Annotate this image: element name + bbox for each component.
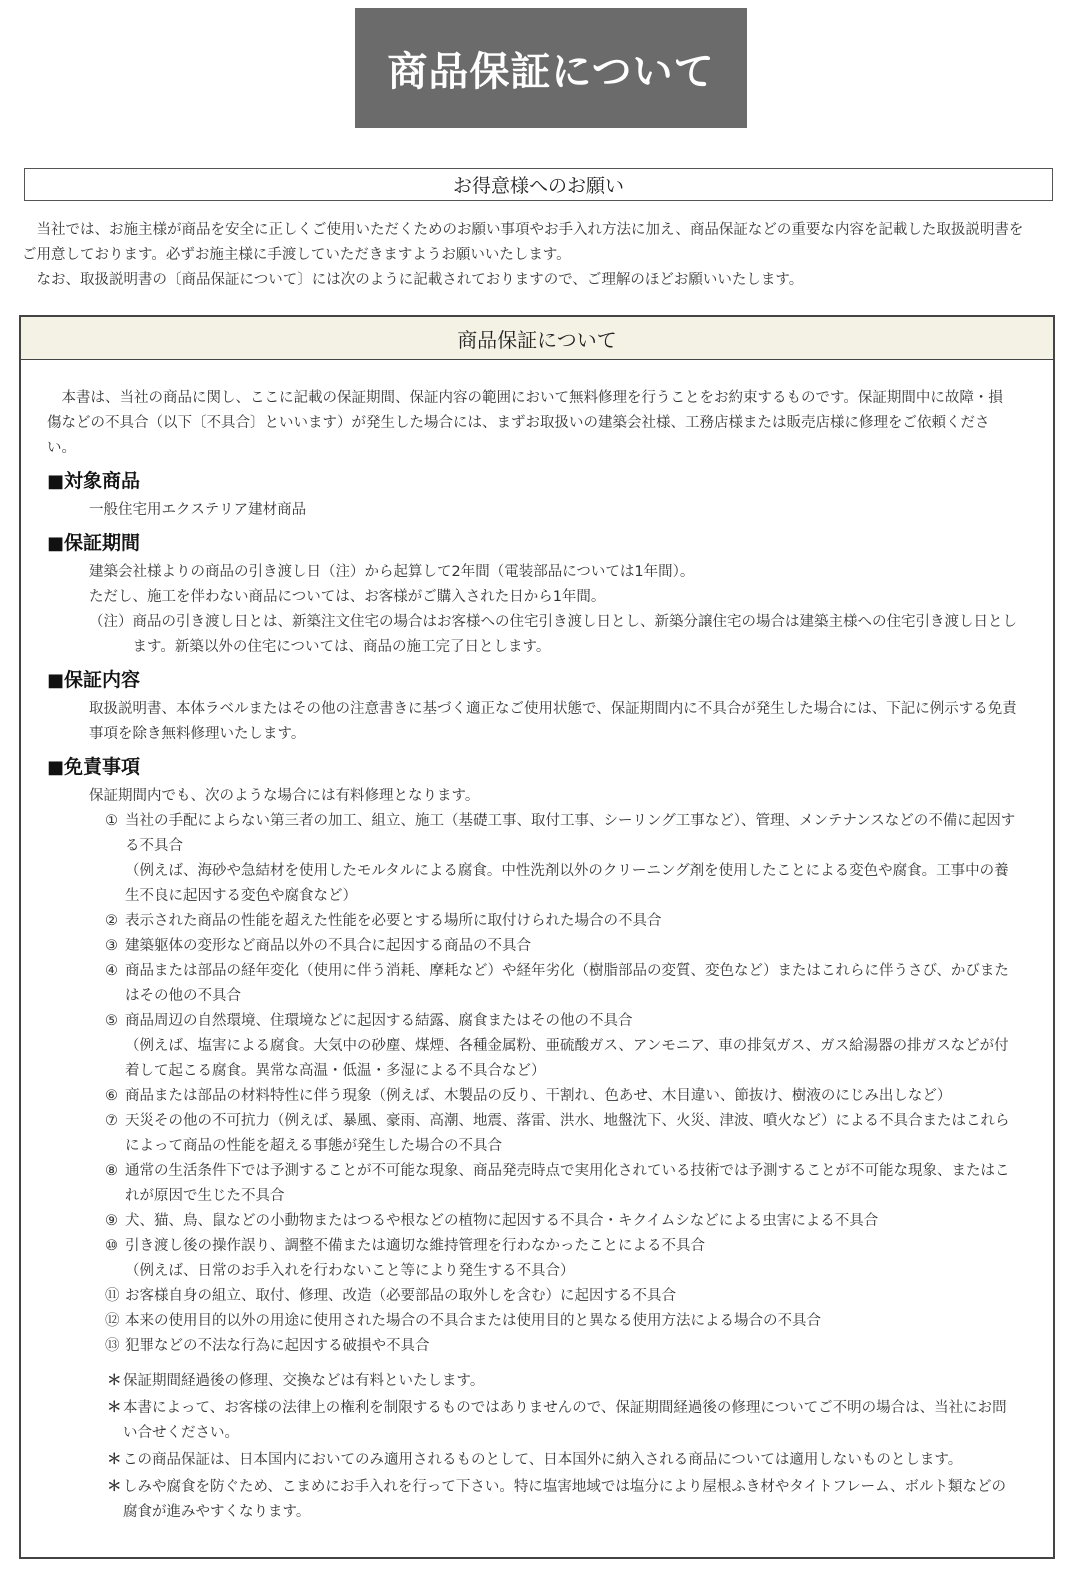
exemption-item (105, 1109, 1017, 1159)
exemption-item (105, 934, 1017, 959)
exemption-body (125, 1209, 1017, 1234)
exemption-text: 表示された商品の性能を超えた性能を必要とする場所に取付けられた場合の不具合 (125, 913, 662, 929)
exemption-body (125, 1234, 1017, 1284)
note-item-text: 本書によって、お客様の法律上の権利を制限するものではありませんので、保証期間経過後の修理についてご不明の場合は、当社にお問い合せください。 (123, 1400, 1007, 1441)
exemption-number: ⑦ (105, 1113, 118, 1129)
section-title-text: 保証期間 (64, 532, 141, 554)
exemption-text: 通常の生活条件下では予測することが不可能な現象、商品発売時点で実用化されている技術では予測することが不可能な現象、またはこれが原因で生じた不具合 (125, 1163, 1010, 1204)
square-bullet-icon: ■ (47, 533, 65, 554)
section-title-text: 免責事項 (64, 756, 141, 778)
note-text: 商品の引き渡し日とは、新築注文住宅の場合はお客様への住宅引き渡し日とし、新築分譲住宅の場合は建築主様への住宅引き渡し日とします。新築以外の住宅については、商品の施工完了日とします。 (132, 614, 1017, 655)
exemption-body (125, 934, 1017, 959)
exemption-text: お客様自身の組立、取付、修理、改造（必要部品の取外しを含む）に起因する不具合 (125, 1288, 676, 1304)
exemption-body (125, 1284, 1017, 1309)
exemption-item (105, 809, 1017, 909)
exemption-number: ⑪ (105, 1288, 120, 1304)
exemption-item (105, 1309, 1017, 1334)
exemption-number: ⑫ (105, 1313, 120, 1329)
exemption-text: 引き渡し後の操作誤り、調整不備または適切な維持管理を行わなかったことによる不具合 (125, 1238, 705, 1254)
exemption-body (125, 1109, 1017, 1159)
note-item (107, 1369, 1017, 1394)
exemption-example: （例えば、塩害による腐食。大気中の砂塵、煤煙、各種金属粉、亜硫酸ガス、アンモニア、車の排気ガス、ガス給湯器の排ガスなどが付着して起こる腐食。異常な高温・低温・多湿による不具合など） (125, 1038, 1009, 1079)
square-bullet-icon: ■ (47, 757, 65, 778)
exemption-example: （例えば、日常のお手入れを行わないこと等により発生する不具合） (125, 1263, 575, 1279)
exemption-item (105, 909, 1017, 934)
exemption-body (125, 1009, 1017, 1084)
note-item (107, 1396, 1017, 1446)
warranty-body (21, 360, 1053, 1525)
page-banner-title: 商品保証について (355, 8, 747, 128)
asterisk-icon: ＊ (107, 1373, 122, 1389)
exemption-example: （例えば、海砂や急結材を使用したモルタルによる腐食。中性洗剤以外のクリーニング剤を使用したことによる変色や腐食。工事中の養生不良に起因する変色や腐食など） (125, 863, 1009, 904)
exemption-body (125, 909, 1017, 934)
content-text: 取扱説明書、本体ラベルまたはその他の注意書きに基づく適正なご使用状態で、保証期間内に不具合が発生した場合には、下記に例示する免責事項を除き無料修理いたします。 (89, 701, 1017, 742)
exemption-number: ⑨ (105, 1213, 118, 1229)
exemption-body (125, 1334, 1017, 1359)
section-title-text: 保証内容 (64, 669, 141, 691)
request-paragraph: 当社では、お施主様が商品を安全に正しくご使用いただくためのお願い事項やお手入れ方法に加え、商品保証などの重要な内容を記載した取扱説明書をご用意しております。必ずお施主様に手渡していただきますようお願いいたします。 (22, 222, 1024, 263)
exemption-item (105, 1159, 1017, 1209)
square-bullet-icon: ■ (47, 471, 65, 492)
note-item (107, 1448, 1017, 1473)
exemption-item (105, 1209, 1017, 1234)
square-bullet-icon: ■ (47, 670, 65, 691)
exemption-number: ⑩ (105, 1238, 118, 1254)
exemption-number: ⑬ (105, 1338, 120, 1354)
exemption-number: ⑥ (105, 1088, 118, 1104)
exemption-text: 犬、猫、鳥、鼠などの小動物またはつるや根などの植物に起因する不具合・キクイムシなどによる虫害による不具合 (125, 1213, 879, 1229)
exemption-body (125, 809, 1017, 909)
note-item (107, 1475, 1017, 1525)
section-title-content (47, 666, 1017, 695)
exemption-text: 建築躯体の変形など商品以外の不具合に起因する商品の不具合 (125, 938, 531, 954)
exemption-body (125, 1159, 1017, 1209)
note-label: （注） (89, 614, 133, 630)
exemption-item (105, 1284, 1017, 1309)
note-item-text: この商品保証は、日本国内においてのみ適用されるものとして、日本国外に納入される商品については適用しないものとします。 (123, 1452, 963, 1468)
note-item-text: 保証期間経過後の修理、交換などは有料といたします。 (123, 1373, 485, 1389)
exemption-item (105, 1084, 1017, 1109)
exemption-item (105, 1234, 1017, 1284)
note-item-text: しみや腐食を防ぐため、こまめにお手入れを行って下さい。特に塩害地域では塩分により屋根ふき材やタイトフレーム、ボルト類などの腐食が進みやすくなります。 (123, 1479, 1007, 1520)
exemption-number: ② (105, 913, 118, 929)
exemption-text: 商品または部品の材料特性に伴う現象（例えば、木製品の反り、干割れ、色あせ、木目違い、節抜け、樹液のにじみ出しなど） (125, 1088, 952, 1104)
request-heading: お得意様へのお願い (24, 168, 1053, 201)
period-line: 建築会社様よりの商品の引き渡し日（注）から起算して2年間（電装部品については1年間）。 (89, 564, 695, 580)
exemption-body (125, 1084, 1017, 1109)
exemption-body (125, 1309, 1017, 1334)
notes-list (107, 1369, 1017, 1525)
section-title-text: 対象商品 (64, 470, 141, 492)
exemption-text: 本来の使用目的以外の用途に使用された場合の不具合または使用目的と異なる使用方法による場合の不具合 (125, 1313, 821, 1329)
exemption-text: 当社の手配によらない第三者の加工、組立、施工（基礎工事、取付工事、シーリング工事など）、管理、メンテナンスなどの不備に起因する不具合 (125, 813, 1016, 854)
section-title-exemptions (47, 753, 1017, 782)
exemption-item (105, 1009, 1017, 1084)
section-title-period (47, 529, 1017, 558)
request-paragraph: なお、取扱説明書の〔商品保証について〕には次のように記載されておりますので、ご理解のほどお願いいたします。 (36, 272, 804, 288)
period-note (89, 610, 1017, 660)
asterisk-icon: ＊ (107, 1479, 122, 1495)
asterisk-icon: ＊ (107, 1400, 122, 1416)
exemption-number: ⑤ (105, 1013, 118, 1029)
exemption-number: ① (105, 813, 118, 829)
asterisk-icon: ＊ (107, 1452, 122, 1468)
warranty-heading: 商品保証について (21, 317, 1053, 360)
warranty-lead: 本書は、当社の商品に関し、ここに記載の保証期間、保証内容の範囲において無料修理を行うことをお約束するものです。保証期間中に故障・損傷などの不具合（以下〔不具合〕といいます）が発生した場合には、まずお取扱いの建築会社様、工務店様または販売店様に修理をご依頼ください。 (47, 390, 1003, 456)
exemption-number: ④ (105, 963, 118, 979)
section-title-target (47, 467, 1017, 496)
request-intro (22, 218, 1036, 293)
exemption-number: ⑧ (105, 1163, 118, 1179)
target-text: 一般住宅用エクステリア建材商品 (89, 502, 307, 518)
exemption-item (105, 959, 1017, 1009)
exemption-text: 商品周辺の自然環境、住環境などに起因する結露、腐食またはその他の不具合 (125, 1013, 633, 1029)
warranty-panel (19, 315, 1055, 1559)
exemption-body (125, 959, 1017, 1009)
exemptions-intro: 保証期間内でも、次のような場合には有料修理となります。 (89, 788, 480, 804)
exemption-text: 犯罪などの不法な行為に起因する破損や不具合 (125, 1338, 430, 1354)
exemption-item (105, 1334, 1017, 1359)
period-line: ただし、施工を伴わない商品については、お客様がご購入された日から1年間。 (89, 589, 606, 605)
exemption-text: 天災その他の不可抗力（例えば、暴風、豪雨、高潮、地震、落雷、洪水、地盤沈下、火災、津波、噴火など）による不具合またはこれらによって商品の性能を超える事態が発生した場合の不具合 (125, 1113, 1010, 1154)
exemption-text: 商品または部品の経年変化（使用に伴う消耗、摩耗など）や経年劣化（樹脂部品の変質、変色など）またはこれらに伴うさび、かびまたはその他の不具合 (125, 963, 1009, 1004)
exemption-list (105, 809, 1017, 1359)
exemption-number: ③ (105, 938, 118, 954)
